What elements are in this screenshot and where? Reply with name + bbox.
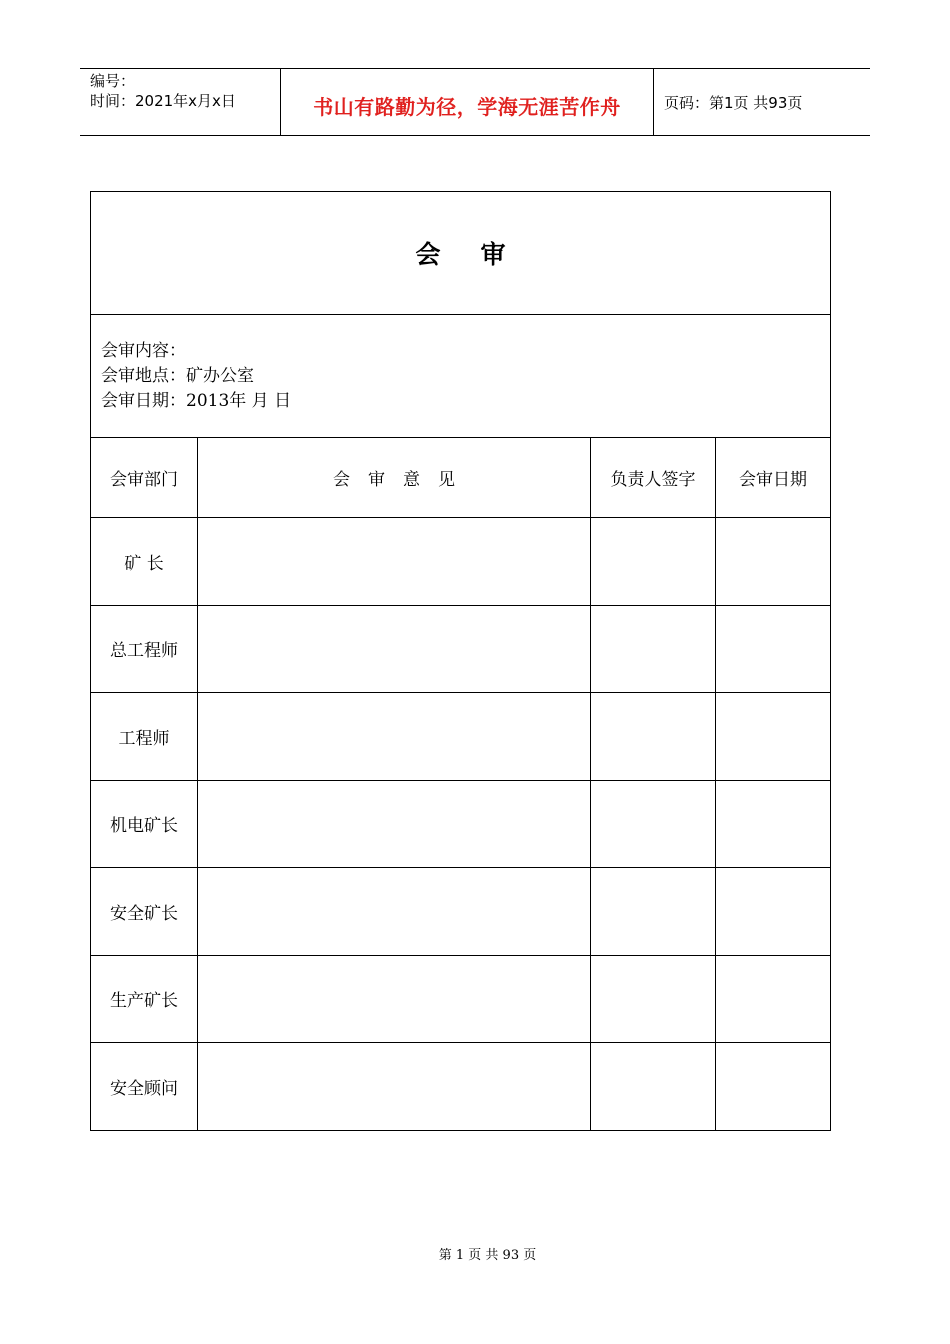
document-time-label: 时间：2021年x月x日 [90, 92, 236, 110]
table-row [91, 1043, 831, 1131]
signature-cell[interactable] [591, 1043, 716, 1131]
signature-cell[interactable] [591, 693, 716, 781]
opinion-cell[interactable] [198, 868, 591, 956]
date-cell[interactable] [716, 693, 831, 781]
department-cell: 安全矿长 [91, 868, 198, 956]
opinion-cell[interactable] [198, 1043, 591, 1131]
review-content-label: 会审内容： [101, 340, 186, 361]
date-cell[interactable] [716, 780, 831, 868]
header-page-number: 页码：第1页 共93页 [664, 93, 803, 112]
form-title: 会审 [415, 240, 546, 269]
column-header-signature: 负责人签字 [591, 438, 716, 518]
header-motto-cell [281, 69, 654, 135]
department-cell: 矿 长 [91, 518, 198, 606]
opinion-cell[interactable] [198, 955, 591, 1043]
department-cell: 机电矿长 [91, 780, 198, 868]
date-cell[interactable] [716, 868, 831, 956]
column-header-opinion: 会审意见 [198, 438, 591, 518]
review-date-label: 会审日期：2013年 月 日 [101, 390, 292, 411]
department-cell: 工程师 [91, 693, 198, 781]
signature-cell[interactable] [591, 605, 716, 693]
form-info-cell [91, 315, 831, 438]
table-row [91, 868, 831, 956]
signature-cell[interactable] [591, 868, 716, 956]
signature-cell[interactable] [591, 780, 716, 868]
department-cell: 安全顾问 [91, 1043, 198, 1131]
review-form [90, 191, 831, 1131]
date-cell[interactable] [716, 605, 831, 693]
page-footer: 第 1 页 共 93 页 [438, 1248, 537, 1263]
table-row [91, 780, 831, 868]
table-row [91, 955, 831, 1043]
table-header-row [91, 438, 831, 518]
header-motto: 书山有路勤为径，学海无涯苦作舟 [313, 94, 621, 119]
date-cell[interactable] [716, 1043, 831, 1131]
department-cell: 总工程师 [91, 605, 198, 693]
table-row [91, 693, 831, 781]
signature-cell[interactable] [591, 955, 716, 1043]
header-meta [80, 69, 281, 135]
opinion-cell[interactable] [198, 605, 591, 693]
form-title-cell [91, 192, 831, 315]
table-row [91, 518, 831, 606]
document-number-label: 编号： [90, 72, 136, 90]
date-cell[interactable] [716, 518, 831, 606]
page-header [80, 68, 870, 136]
review-location-label: 会审地点：矿办公室 [101, 365, 254, 386]
opinion-cell[interactable] [198, 780, 591, 868]
signature-cell[interactable] [591, 518, 716, 606]
opinion-cell[interactable] [198, 518, 591, 606]
table-row [91, 605, 831, 693]
department-cell: 生产矿长 [91, 955, 198, 1043]
opinion-cell[interactable] [198, 693, 591, 781]
date-cell[interactable] [716, 955, 831, 1043]
column-header-date: 会审日期 [716, 438, 831, 518]
column-header-department: 会审部门 [91, 438, 198, 518]
